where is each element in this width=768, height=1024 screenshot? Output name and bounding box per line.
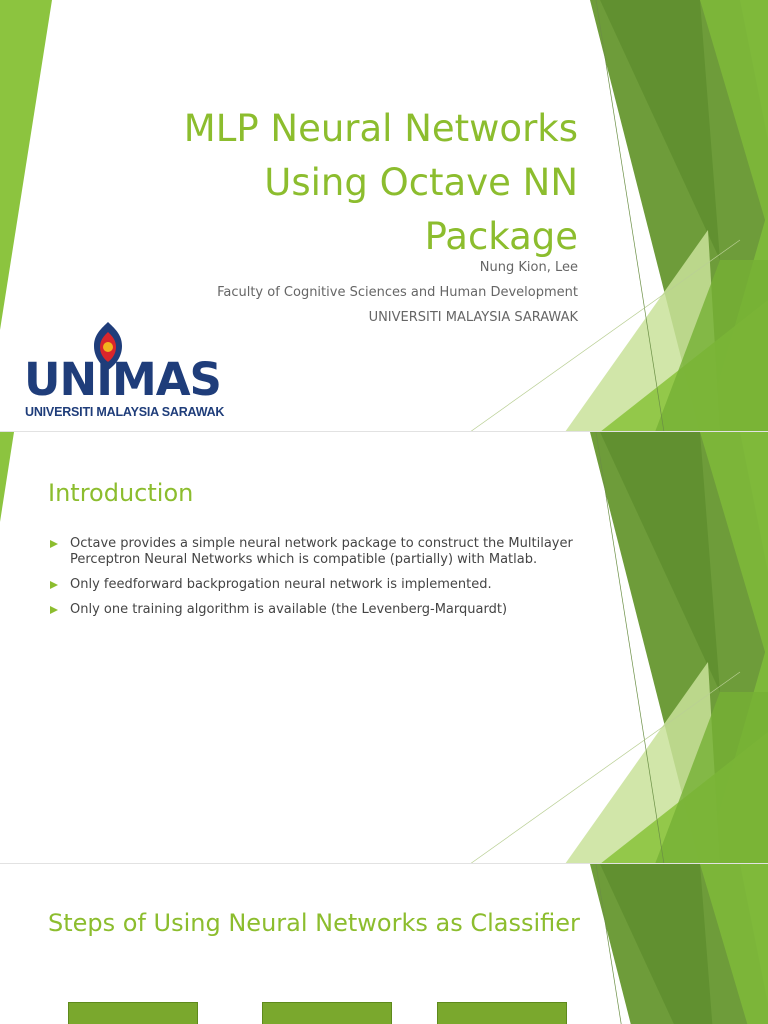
steps-slide xyxy=(0,864,768,1024)
introduction-slide xyxy=(0,432,768,864)
slide-heading: Steps of Using Neural Networks as Classifier xyxy=(48,909,580,937)
bullet-list xyxy=(48,536,578,627)
bullet-text: Only one training algorithm is available (the Levenberg-Marquardt) xyxy=(70,602,508,617)
bullet-arrow-icon xyxy=(50,606,58,614)
decor-right-triangles xyxy=(0,864,768,1024)
bullet-arrow-icon xyxy=(50,581,58,589)
title-slide xyxy=(0,0,768,432)
list-item xyxy=(48,577,578,593)
title-line: MLP Neural Networks xyxy=(183,107,578,150)
slide-heading: Introduction xyxy=(48,479,194,507)
list-item xyxy=(48,602,578,618)
step-box xyxy=(68,1002,198,1024)
unimas-logo xyxy=(24,320,234,424)
step-box xyxy=(437,1002,567,1024)
bullet-text: Octave provides a simple neural network package to construct the Multilayer Perceptron Neural Networks which is compatible (partially) with Matlab. xyxy=(70,536,573,567)
logo-tagline: UNIVERSITI MALAYSIA SARAWAK xyxy=(25,405,225,419)
faculty-name: Faculty of Cognitive Sciences and Human Development xyxy=(217,285,578,300)
logo-wordmark: UNIMAS xyxy=(24,353,221,406)
slide-title xyxy=(118,102,578,264)
university-name: UNIVERSITI MALAYSIA SARAWAK xyxy=(368,310,578,325)
bullet-text: Only feedforward backprogation neural network is implemented. xyxy=(70,577,492,592)
author-name: Nung Kion, Lee xyxy=(479,260,578,275)
step-box xyxy=(262,1002,392,1024)
bullet-arrow-icon xyxy=(50,540,58,548)
list-item xyxy=(48,536,578,568)
title-line: Using Octave NN xyxy=(264,161,578,204)
title-line: Package xyxy=(424,215,578,258)
